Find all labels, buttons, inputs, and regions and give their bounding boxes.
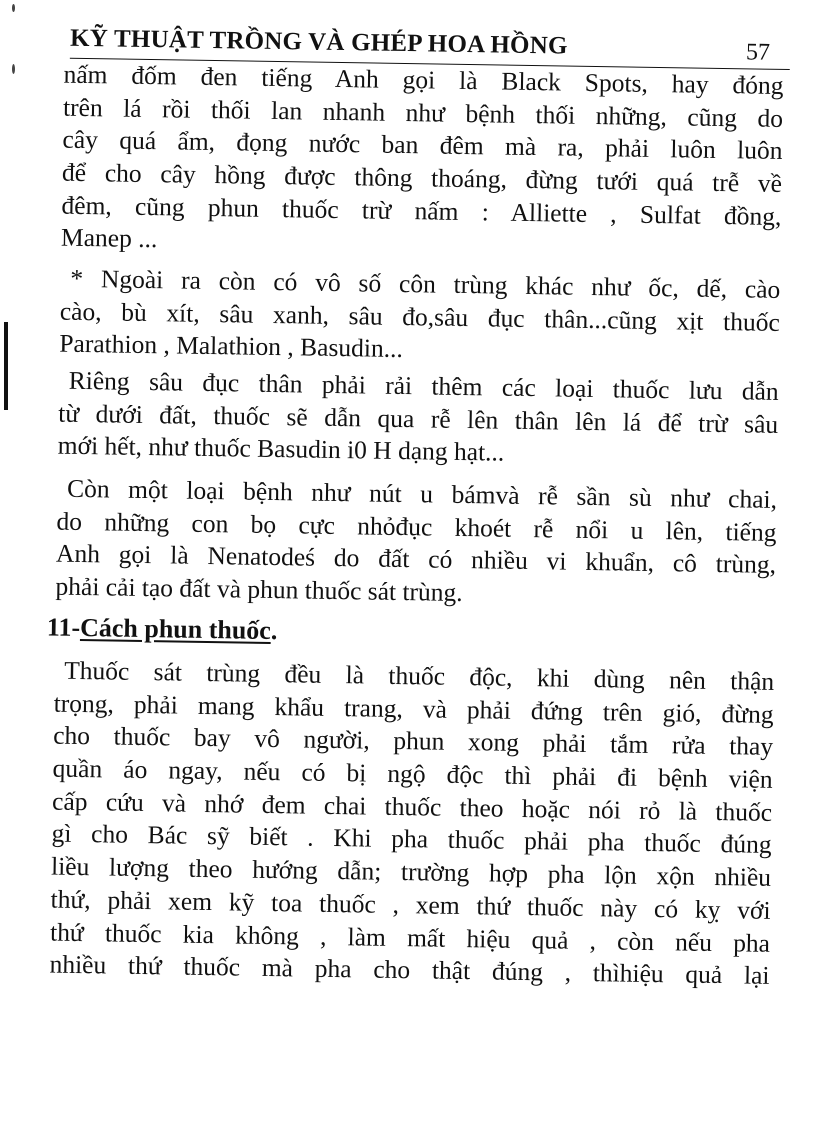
text-line: nhiều thứ thuốc mà pha cho thật đúng , thìhiệu quả lại [49,949,770,991]
text-line: Riêng sâu đục thân phải rải thêm các loại thuốc lưu dẫn [68,365,779,406]
text-line: để cho cây hồng được thông thoáng, đừng tưới quá trễ về [61,157,783,199]
text-line: gì cho Bác sỹ biết . Khi pha thuốc phải pha thuốc đúng [51,819,772,860]
text-line: đêm, cũng phun thuốc trừ nấm : Alliette , Sulfat đồng, [61,190,782,231]
text-line: cho thuốc bay vô người, phun xong phải tắm rửa thay [52,720,774,762]
text-line: trên lá rồi thối lan nhanh như bệnh thối những, cũng do [62,92,784,133]
text-line: Parathion , Malathion , Basudin... [59,328,404,364]
text-line: cấp cứu và nhớ đem chai thuốc theo hoặc nói rỏ là thuốc [51,786,773,827]
text-line: Thuốc sát trùng đều là thuốc độc, khi dùng nên thận [63,655,775,696]
text-line: liều lượng theo hướng dẫn; trường hợp pha lộn xộn nhiều [50,851,772,892]
text-line: do những con bọ cực nhỏđục khoét rễ nổi u lên, tiếng [56,506,777,547]
text-line: phải cải tạo đất và phun thuốc sát trùng. [55,571,463,608]
paragraph-black-spots [61,59,784,266]
paragraph-spraying [49,655,774,993]
paragraph-stem-borer [57,365,778,474]
text-line: nấm đốm đen tiếng Anh gọi là Black Spots, hay đóng [63,59,784,100]
section-number: 11- [46,612,81,642]
text-line: quần áo ngay, nếu có bị ngộ độc thì phải đi bệnh viện [52,753,773,794]
text-line: từ dưới đất, thuốc sẽ dẫn qua rễ lên thân lên lá để trừ sâu [58,398,779,439]
text-line: trọng, phải mang khẩu trang, và phải đứng trên gió, đừng [53,688,774,729]
text-line: * Ngoài ra còn có vô số côn trùng khác như ốc, dế, cào [70,263,781,304]
text-line: thứ thuốc kia không , làm mất hiệu quả , còn nếu pha [49,917,771,958]
page-number: 57 [745,39,771,66]
paragraph-insects [59,263,780,372]
section-title: Cách phun thuốc [79,612,272,645]
book-title: KỸ THUẬT TRỒNG VÀ GHÉP HOA HỒNG [69,24,568,60]
text-line: Anh gọi là Nenatodeś do đất có nhiều vi khuẩn, cô trùng, [55,538,777,580]
paragraph-nematodes [55,473,777,615]
section-heading [47,612,278,646]
text-line: Còn một loại bệnh như nút u bámvà rễ sần sù như chai, [66,473,778,514]
text-line: Manep ... [60,223,158,254]
section-title-period: . [270,615,278,646]
text-line: mới hết, như thuốc Basudin i0 H dạng hạt... [57,430,505,467]
text-line: thứ, phải xem kỹ toa thuốc , xem thứ thuốc này có kỵ với [50,884,771,925]
text-line: cào, bù xít, sâu xanh, sâu đo,sâu đục thân...cũng xịt thuốc [59,296,781,337]
text-line: cây quá ẩm, đọng nước ban đêm mà ra, phải luôn luôn [62,125,783,166]
